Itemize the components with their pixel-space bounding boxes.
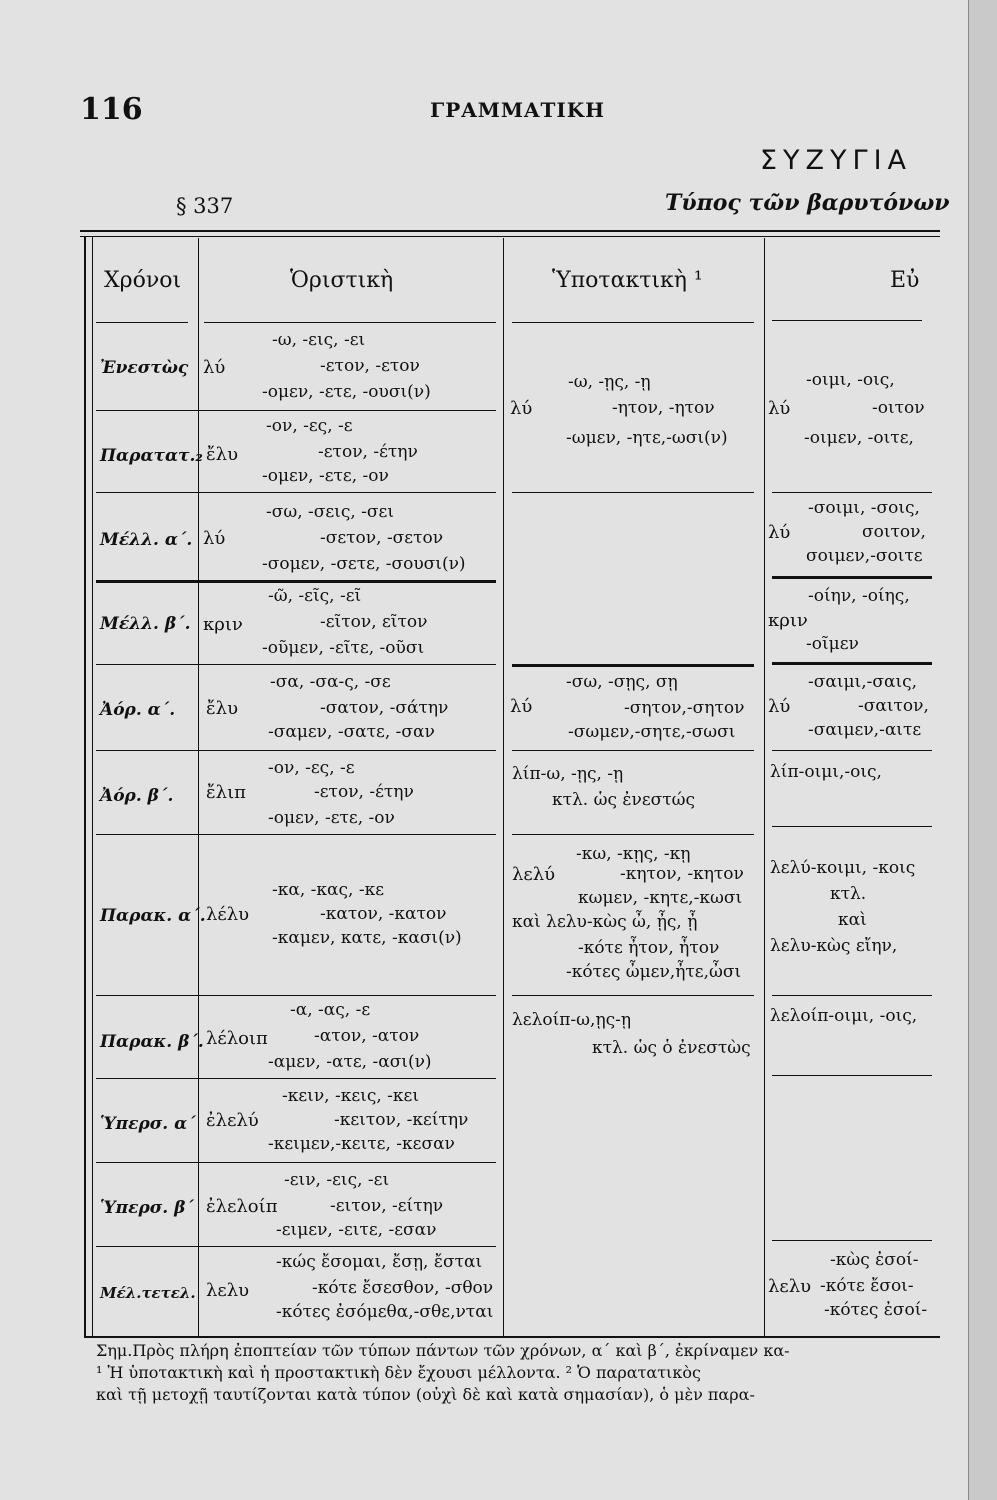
opt-ending: -οῖμεν — [806, 634, 859, 654]
opt-divider — [772, 1240, 932, 1241]
row-divider — [96, 1162, 496, 1163]
ending-line: -ῶ, -εῖς, -εῖ — [268, 586, 362, 606]
stem: ἔλυ — [206, 698, 239, 719]
opt-line: καὶ — [838, 910, 867, 930]
note-line: καὶ τῇ μετοχῇ ταυτίζονται κατὰ τύπον (οὐχὶ δὲ καὶ κατὰ σημασίαν), ὁ μὲν παρα- — [96, 1385, 755, 1404]
note-line: ¹ Ἡ ὑποτακτικὴ καὶ ἡ προστακτικὴ δὲν ἔχουσι μέλλοντα. ² Ὁ παρατατικὸς — [96, 1363, 701, 1382]
tense-label: Μέλλ. β΄. — [100, 614, 191, 634]
ending-line: -ω, -εις, -ει — [272, 330, 366, 350]
stem: ἔλιπ — [206, 782, 246, 803]
page-number: 116 — [80, 92, 143, 127]
row-divider — [96, 580, 496, 583]
tense-label: Ἀόρ. β΄. — [100, 786, 174, 806]
ending-line: -κότε ἔσεσθον, -σθον — [312, 1278, 494, 1298]
subj-ending: -ω, -ῃς, -ῃ — [568, 372, 651, 392]
subj-line: κτλ. ὡς ὁ ἐνεστὼς — [592, 1038, 751, 1058]
opt-divider — [772, 662, 932, 665]
subj-ending: -σωμεν,-σητε,-σωσι — [568, 722, 736, 742]
ending-line: -κώς ἔσομαι, ἔσῃ, ἔσται — [276, 1252, 483, 1272]
table-border-left — [84, 236, 86, 1336]
opt-ending: -οίην, -οίης, — [808, 586, 910, 606]
ending-line: -ειμεν, -ειτε, -εσαν — [276, 1220, 437, 1240]
subj-ending: -κητον, -κητον — [620, 864, 744, 884]
header-subjunctive: Ὑποτακτικὴ ¹ — [552, 268, 703, 293]
subj-ending: -σω, -σῃς, σῃ — [566, 672, 678, 692]
stem: κριν — [203, 614, 243, 635]
ending-line: -κειμεν,-κειτε, -κεσαν — [268, 1134, 455, 1154]
tense-label: Ὑπερσ. β΄ — [100, 1198, 194, 1218]
subj-ending: -κότες ὦμεν,ἦτε,ὦσι — [566, 962, 742, 982]
column-divider — [503, 238, 504, 1336]
opt-stem: λύ — [768, 522, 791, 543]
opt-ending: -οιτον — [872, 398, 925, 418]
row-divider — [96, 834, 496, 835]
opt-ending: -κότε ἔσοι- — [820, 1276, 914, 1296]
stem: λύ — [203, 357, 226, 378]
header-underline — [96, 322, 188, 323]
ending-line: -ον, -ες, -ε — [268, 758, 355, 778]
ending-line: -ομεν, -ετε, -ον — [262, 466, 389, 486]
column-divider — [764, 238, 765, 1336]
row-divider — [96, 664, 496, 665]
opt-ending: -σαιμι,-σαις, — [808, 672, 918, 692]
subj-ending: -ωμεν, -ητε,-ωσι(ν) — [566, 428, 728, 448]
tense-label: Μέλ.τετελ. — [100, 1284, 196, 1302]
opt-ending: -οιμι, -οις, — [806, 370, 895, 390]
header-tenses: Χρόνοι — [104, 268, 182, 293]
tense-label: Ἀόρ. α΄. — [100, 700, 176, 720]
tense-label: Παρακ. β΄. — [100, 1032, 204, 1052]
ending-line: -κειν, -κεις, -κει — [282, 1086, 419, 1106]
row-divider — [96, 1246, 496, 1247]
tense-label: Ὑπερσ. α΄ — [100, 1114, 196, 1134]
subj-stem: λελύ — [512, 864, 556, 885]
stem: λέλοιπ — [206, 1028, 268, 1049]
tense-label: Ἐνεστὼς — [100, 358, 189, 378]
table-subtitle: Τύπος τῶν βαρυτόνων — [665, 190, 950, 216]
subj-line: λελοίπ-ω,ῃς-ῃ — [512, 1010, 632, 1030]
tense-label: Μέλλ. α΄. — [100, 530, 193, 550]
header-optative: Εὐ — [890, 268, 920, 293]
ending-line: -κα, -κας, -κε — [272, 880, 385, 900]
ending-line: -ατον, -ατον — [314, 1026, 420, 1046]
section-title: ΣΥΖΥΓΙΑ — [760, 145, 913, 176]
subj-divider — [512, 664, 754, 667]
opt-ending: σοιμεν,-σοιτε — [806, 546, 923, 566]
ending-line: -οῦμεν, -εῖτε, -οῦσι — [262, 638, 425, 658]
opt-divider — [772, 995, 932, 996]
stem: λύ — [203, 528, 226, 549]
stem: ἔλυ — [206, 444, 239, 465]
opt-line: κτλ. — [830, 884, 867, 904]
opt-stem: λύ — [768, 696, 791, 717]
stem: λελυ — [206, 1280, 250, 1301]
ending-line: -εῖτον, εῖτον — [320, 612, 428, 632]
note-line: Σημ.Πρὸς πλήρη ἐποπτείαν τῶν τύπων πάντων τῶν χρόνων, α΄ καὶ β΄, ἐκρίναμεν κα- — [96, 1341, 790, 1360]
ending-line: -σω, -σεις, -σει — [266, 502, 394, 522]
opt-stem: λελυ — [768, 1276, 812, 1297]
row-divider — [96, 492, 496, 493]
table-border-top — [80, 230, 940, 232]
stem: ἐλελύ — [206, 1110, 259, 1131]
table-border-left-inner — [92, 236, 93, 1336]
row-divider — [96, 995, 496, 996]
opt-line: λελύ-κοιμι, -κοις — [770, 858, 916, 878]
header-underline — [512, 322, 754, 323]
footnotes — [96, 1340, 946, 1406]
column-divider — [198, 238, 199, 1336]
opt-divider — [772, 750, 932, 751]
opt-line: λελυ-κὼς εἴην, — [770, 936, 898, 956]
opt-divider — [772, 492, 932, 493]
subj-ending: -σητον,-σητον — [624, 698, 745, 718]
stem: λέλυ — [206, 904, 250, 925]
opt-line: λελοίπ-οιμι, -οις, — [770, 1006, 918, 1026]
tense-label: Παρακ. α΄. — [100, 906, 206, 926]
opt-ending: -σαιτον, — [858, 696, 929, 716]
opt-ending: -κὼς ἐσοί- — [830, 1250, 919, 1270]
header-underline — [204, 322, 496, 323]
ending-line: -αμεν, -ατε, -ασι(ν) — [268, 1052, 432, 1072]
subj-ending: -κότε ἦτον, ἦτον — [578, 938, 720, 958]
opt-stem: λύ — [768, 398, 791, 419]
header-underline — [772, 320, 922, 321]
subj-stem: λύ — [510, 398, 533, 419]
subj-divider — [512, 995, 754, 996]
ending-line: -σαμεν, -σατε, -σαν — [268, 722, 435, 742]
opt-divider — [772, 826, 932, 827]
opt-ending: -οιμεν, -οιτε, — [804, 428, 914, 448]
page-edge — [968, 0, 997, 1500]
table-border-bottom — [84, 1336, 940, 1338]
subj-divider — [512, 492, 754, 493]
subj-divider — [512, 750, 754, 751]
ending-line: -σομεν, -σετε, -σουσι(ν) — [262, 554, 466, 574]
row-divider — [96, 410, 496, 411]
opt-ending: σοιτον, — [862, 522, 926, 542]
row-divider — [96, 750, 496, 751]
ending-line: -ετον, -έτην — [314, 782, 414, 802]
subj-line: λίπ-ω, -ῃς, -ῃ — [512, 764, 624, 784]
subj-ending: κωμεν, -κητε,-κωσι — [578, 888, 743, 908]
opt-divider — [772, 576, 932, 579]
ending-line: -σετον, -σετον — [320, 528, 444, 548]
ending-line: -καμεν, κατε, -κασι(ν) — [272, 928, 462, 948]
ending-line: -κότες ἐσόμεθα,-σθε,νται — [276, 1302, 494, 1322]
opt-ending: -σαιμεν,-αιτε — [808, 720, 922, 740]
table-border-top-inner — [80, 236, 940, 237]
ending-line: -ομεν, -ετε, -ον — [268, 808, 395, 828]
ending-line: -κατον, -κατον — [320, 904, 447, 924]
subj-divider — [512, 834, 754, 835]
header-indicative: Ὁριστικὴ — [290, 268, 394, 293]
opt-divider — [772, 1075, 932, 1076]
subj-stem: λύ — [510, 696, 533, 717]
subj-ending: καὶ λελυ-κὼς ὦ, ᾖς, ᾖ — [512, 912, 698, 932]
opt-ending: -σοιμι, -σοις, — [808, 498, 920, 518]
subj-ending: -κω, -κῃς, -κῃ — [576, 844, 691, 864]
subj-ending: -ητον, -ητον — [612, 398, 715, 418]
ending-line: -ετον, -ετον — [320, 356, 420, 376]
running-head: ΓΡΑΜΜΑΤΙΚΗ — [430, 98, 606, 122]
row-divider — [96, 1078, 496, 1079]
ending-line: -σατον, -σάτην — [320, 698, 449, 718]
opt-ending: -κότες ἐσοί- — [824, 1300, 928, 1320]
ending-line: -ειτον, -είτην — [330, 1196, 444, 1216]
opt-stem: κριν — [768, 610, 808, 631]
ending-line: -ομεν, -ετε, -ουσι(ν) — [262, 382, 431, 402]
subj-line: κτλ. ὡς ἐνεστώς — [552, 790, 696, 810]
ending-line: -σα, -σα-ς, -σε — [270, 672, 391, 692]
ending-line: -κειτον, -κείτην — [334, 1110, 469, 1130]
ending-line: -ετον, -έτην — [318, 442, 418, 462]
ending-line: -α, -ας, -ε — [290, 1000, 371, 1020]
tense-label: Παρατατ.₂ — [100, 446, 203, 466]
paragraph-number: § 337 — [176, 194, 234, 218]
stem: ἐλελοίπ — [206, 1196, 278, 1217]
opt-line: λίπ-οιμι,-οις, — [770, 762, 882, 782]
ending-line: -ειν, -εις, -ει — [284, 1170, 390, 1190]
ending-line: -ον, -ες, -ε — [266, 416, 353, 436]
